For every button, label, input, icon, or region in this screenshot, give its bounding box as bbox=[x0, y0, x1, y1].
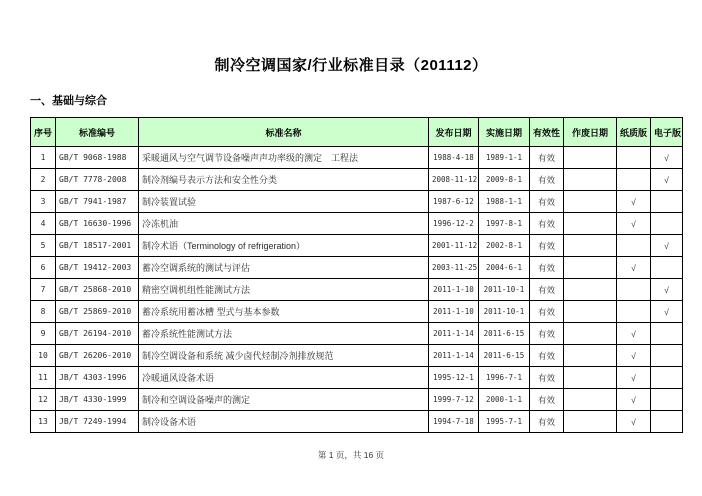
table-body bbox=[31, 147, 683, 433]
cell-implement-date: 2011-10-1 bbox=[479, 301, 530, 323]
cell-publish-date: 1987-6-12 bbox=[429, 191, 479, 213]
cell-publish-date: 2001-11-12 bbox=[429, 235, 479, 257]
cell-obsolete-date bbox=[564, 191, 617, 213]
cell-implement-date: 1989-1-1 bbox=[479, 147, 530, 169]
table-row bbox=[31, 235, 683, 257]
cell-paper-version-check bbox=[617, 235, 651, 257]
col-header-paper-version: 纸质版 bbox=[617, 118, 651, 147]
table-row bbox=[31, 301, 683, 323]
col-header-standard-name: 标准名称 bbox=[139, 118, 429, 147]
cell-publish-date: 2011-1-14 bbox=[429, 345, 479, 367]
table-row bbox=[31, 191, 683, 213]
cell-implement-date: 2000-1-1 bbox=[479, 389, 530, 411]
cell-electronic-version-check bbox=[651, 389, 683, 411]
cell-implement-date: 2011-6-15 bbox=[479, 345, 530, 367]
cell-obsolete-date bbox=[564, 147, 617, 169]
cell-implement-date: 2009-8-1 bbox=[479, 169, 530, 191]
cell-electronic-version-check: √ bbox=[651, 301, 683, 323]
cell-publish-date: 1988-4-18 bbox=[429, 147, 479, 169]
cell-validity: 有效 bbox=[530, 169, 564, 191]
cell-paper-version-check bbox=[617, 169, 651, 191]
cell-obsolete-date bbox=[564, 279, 617, 301]
cell-obsolete-date bbox=[564, 367, 617, 389]
standards-table bbox=[30, 117, 683, 433]
cell-index: 5 bbox=[31, 235, 56, 257]
cell-electronic-version-check bbox=[651, 191, 683, 213]
cell-paper-version-check: √ bbox=[617, 345, 651, 367]
cell-obsolete-date bbox=[564, 389, 617, 411]
cell-electronic-version-check: √ bbox=[651, 279, 683, 301]
cell-obsolete-date bbox=[564, 235, 617, 257]
table-row bbox=[31, 323, 683, 345]
cell-obsolete-date bbox=[564, 213, 617, 235]
table-row bbox=[31, 411, 683, 433]
cell-electronic-version-check bbox=[651, 411, 683, 433]
cell-publish-date: 2011-1-14 bbox=[429, 323, 479, 345]
cell-paper-version-check: √ bbox=[617, 323, 651, 345]
cell-paper-version-check bbox=[617, 147, 651, 169]
cell-validity: 有效 bbox=[530, 235, 564, 257]
cell-standard-code: GB/T 18517-2001 bbox=[56, 235, 139, 257]
cell-electronic-version-check bbox=[651, 213, 683, 235]
cell-validity: 有效 bbox=[530, 411, 564, 433]
cell-standard-code: GB/T 7941-1987 bbox=[56, 191, 139, 213]
cell-standard-code: GB/T 26194-2010 bbox=[56, 323, 139, 345]
col-header-publish-date: 发布日期 bbox=[429, 118, 479, 147]
cell-validity: 有效 bbox=[530, 301, 564, 323]
cell-publish-date: 1999-7-12 bbox=[429, 389, 479, 411]
col-header-index: 序号 bbox=[31, 118, 56, 147]
cell-standard-name: 采暖通风与空气调节设备噪声声功率级的测定 工程法 bbox=[139, 147, 429, 169]
cell-index: 12 bbox=[31, 389, 56, 411]
cell-electronic-version-check: √ bbox=[651, 235, 683, 257]
cell-paper-version-check: √ bbox=[617, 191, 651, 213]
cell-implement-date: 1988-1-1 bbox=[479, 191, 530, 213]
cell-implement-date: 2011-6-15 bbox=[479, 323, 530, 345]
cell-index: 6 bbox=[31, 257, 56, 279]
cell-implement-date: 1996-7-1 bbox=[479, 367, 530, 389]
cell-electronic-version-check: √ bbox=[651, 169, 683, 191]
cell-index: 13 bbox=[31, 411, 56, 433]
cell-validity: 有效 bbox=[530, 147, 564, 169]
cell-obsolete-date bbox=[564, 301, 617, 323]
table-header-row bbox=[31, 118, 683, 147]
table-row bbox=[31, 169, 683, 191]
col-header-implement-date: 实施日期 bbox=[479, 118, 530, 147]
cell-validity: 有效 bbox=[530, 257, 564, 279]
cell-index: 7 bbox=[31, 279, 56, 301]
cell-validity: 有效 bbox=[530, 279, 564, 301]
cell-publish-date: 2011-1-10 bbox=[429, 301, 479, 323]
cell-electronic-version-check bbox=[651, 257, 683, 279]
cell-obsolete-date bbox=[564, 169, 617, 191]
cell-standard-code: GB/T 9068-1988 bbox=[56, 147, 139, 169]
cell-standard-name: 制冷剂编号表示方法和安全性分类 bbox=[139, 169, 429, 191]
cell-validity: 有效 bbox=[530, 191, 564, 213]
col-header-obsolete-date: 作废日期 bbox=[564, 118, 617, 147]
cell-standard-name: 制冷和空调设备噪声的测定 bbox=[139, 389, 429, 411]
cell-publish-date: 2008-11-12 bbox=[429, 169, 479, 191]
cell-standard-name: 制冷空调设备和系统 减少卤代烃制冷剂排放规范 bbox=[139, 345, 429, 367]
table-row bbox=[31, 367, 683, 389]
cell-publish-date: 1994-7-18 bbox=[429, 411, 479, 433]
cell-electronic-version-check: √ bbox=[651, 147, 683, 169]
cell-standard-name: 蓄冷系统性能测试方法 bbox=[139, 323, 429, 345]
table-row bbox=[31, 279, 683, 301]
cell-index: 3 bbox=[31, 191, 56, 213]
cell-implement-date: 2002-8-1 bbox=[479, 235, 530, 257]
cell-electronic-version-check bbox=[651, 367, 683, 389]
cell-index: 1 bbox=[31, 147, 56, 169]
cell-index: 11 bbox=[31, 367, 56, 389]
cell-paper-version-check: √ bbox=[617, 389, 651, 411]
cell-electronic-version-check bbox=[651, 345, 683, 367]
cell-standard-name: 冷冻机油 bbox=[139, 213, 429, 235]
cell-standard-code: GB/T 26206-2010 bbox=[56, 345, 139, 367]
section-heading: 一、基础与综合 bbox=[30, 95, 107, 107]
cell-standard-code: GB/T 16630-1996 bbox=[56, 213, 139, 235]
cell-standard-code: GB/T 25869-2010 bbox=[56, 301, 139, 323]
table-row bbox=[31, 389, 683, 411]
cell-validity: 有效 bbox=[530, 345, 564, 367]
cell-standard-name: 制冷装置试验 bbox=[139, 191, 429, 213]
col-header-standard-code: 标准编号 bbox=[56, 118, 139, 147]
cell-implement-date: 2011-10-1 bbox=[479, 279, 530, 301]
cell-standard-name: 制冷术语（Terminology of refrigeration） bbox=[139, 235, 429, 257]
cell-publish-date: 1996-12-2 bbox=[429, 213, 479, 235]
cell-validity: 有效 bbox=[530, 389, 564, 411]
cell-publish-date: 2011-1-10 bbox=[429, 279, 479, 301]
cell-obsolete-date bbox=[564, 257, 617, 279]
cell-obsolete-date bbox=[564, 345, 617, 367]
cell-validity: 有效 bbox=[530, 213, 564, 235]
cell-paper-version-check bbox=[617, 301, 651, 323]
cell-index: 9 bbox=[31, 323, 56, 345]
cell-index: 10 bbox=[31, 345, 56, 367]
cell-standard-name: 蓄冷系统用蓄冰槽 型式与基本参数 bbox=[139, 301, 429, 323]
cell-paper-version-check: √ bbox=[617, 411, 651, 433]
cell-index: 4 bbox=[31, 213, 56, 235]
cell-index: 2 bbox=[31, 169, 56, 191]
page-number-footer: 第 1 页，共 16 页 bbox=[317, 450, 385, 460]
col-header-validity: 有效性 bbox=[530, 118, 564, 147]
cell-standard-code: JB/T 7249-1994 bbox=[56, 411, 139, 433]
cell-paper-version-check bbox=[617, 279, 651, 301]
cell-obsolete-date bbox=[564, 411, 617, 433]
cell-implement-date: 1997-8-1 bbox=[479, 213, 530, 235]
cell-paper-version-check: √ bbox=[617, 257, 651, 279]
cell-standard-code: JB/T 4330-1999 bbox=[56, 389, 139, 411]
cell-standard-code: GB/T 7778-2008 bbox=[56, 169, 139, 191]
cell-standard-name: 冷暖通风设备术语 bbox=[139, 367, 429, 389]
cell-paper-version-check: √ bbox=[617, 367, 651, 389]
table-row bbox=[31, 257, 683, 279]
cell-standard-name: 精密空调机组性能测试方法 bbox=[139, 279, 429, 301]
cell-implement-date: 1995-7-1 bbox=[479, 411, 530, 433]
cell-publish-date: 2003-11-25 bbox=[429, 257, 479, 279]
cell-implement-date: 2004-6-1 bbox=[479, 257, 530, 279]
table-row bbox=[31, 345, 683, 367]
cell-paper-version-check: √ bbox=[617, 213, 651, 235]
cell-standard-code: GB/T 19412-2003 bbox=[56, 257, 139, 279]
cell-standard-code: GB/T 25868-2010 bbox=[56, 279, 139, 301]
cell-obsolete-date bbox=[564, 323, 617, 345]
cell-index: 8 bbox=[31, 301, 56, 323]
cell-validity: 有效 bbox=[530, 323, 564, 345]
table-row bbox=[31, 213, 683, 235]
cell-standard-code: JB/T 4303-1996 bbox=[56, 367, 139, 389]
cell-electronic-version-check bbox=[651, 323, 683, 345]
table-header bbox=[31, 118, 683, 147]
cell-publish-date: 1995-12-1 bbox=[429, 367, 479, 389]
cell-standard-name: 制冷设备术语 bbox=[139, 411, 429, 433]
col-header-electronic-version: 电子版 bbox=[651, 118, 683, 147]
page-title: 制冷空调国家/行业标准目录（201112） bbox=[214, 57, 488, 74]
cell-validity: 有效 bbox=[530, 367, 564, 389]
cell-standard-name: 蓄冷空调系统的测试与评估 bbox=[139, 257, 429, 279]
table-row bbox=[31, 147, 683, 169]
